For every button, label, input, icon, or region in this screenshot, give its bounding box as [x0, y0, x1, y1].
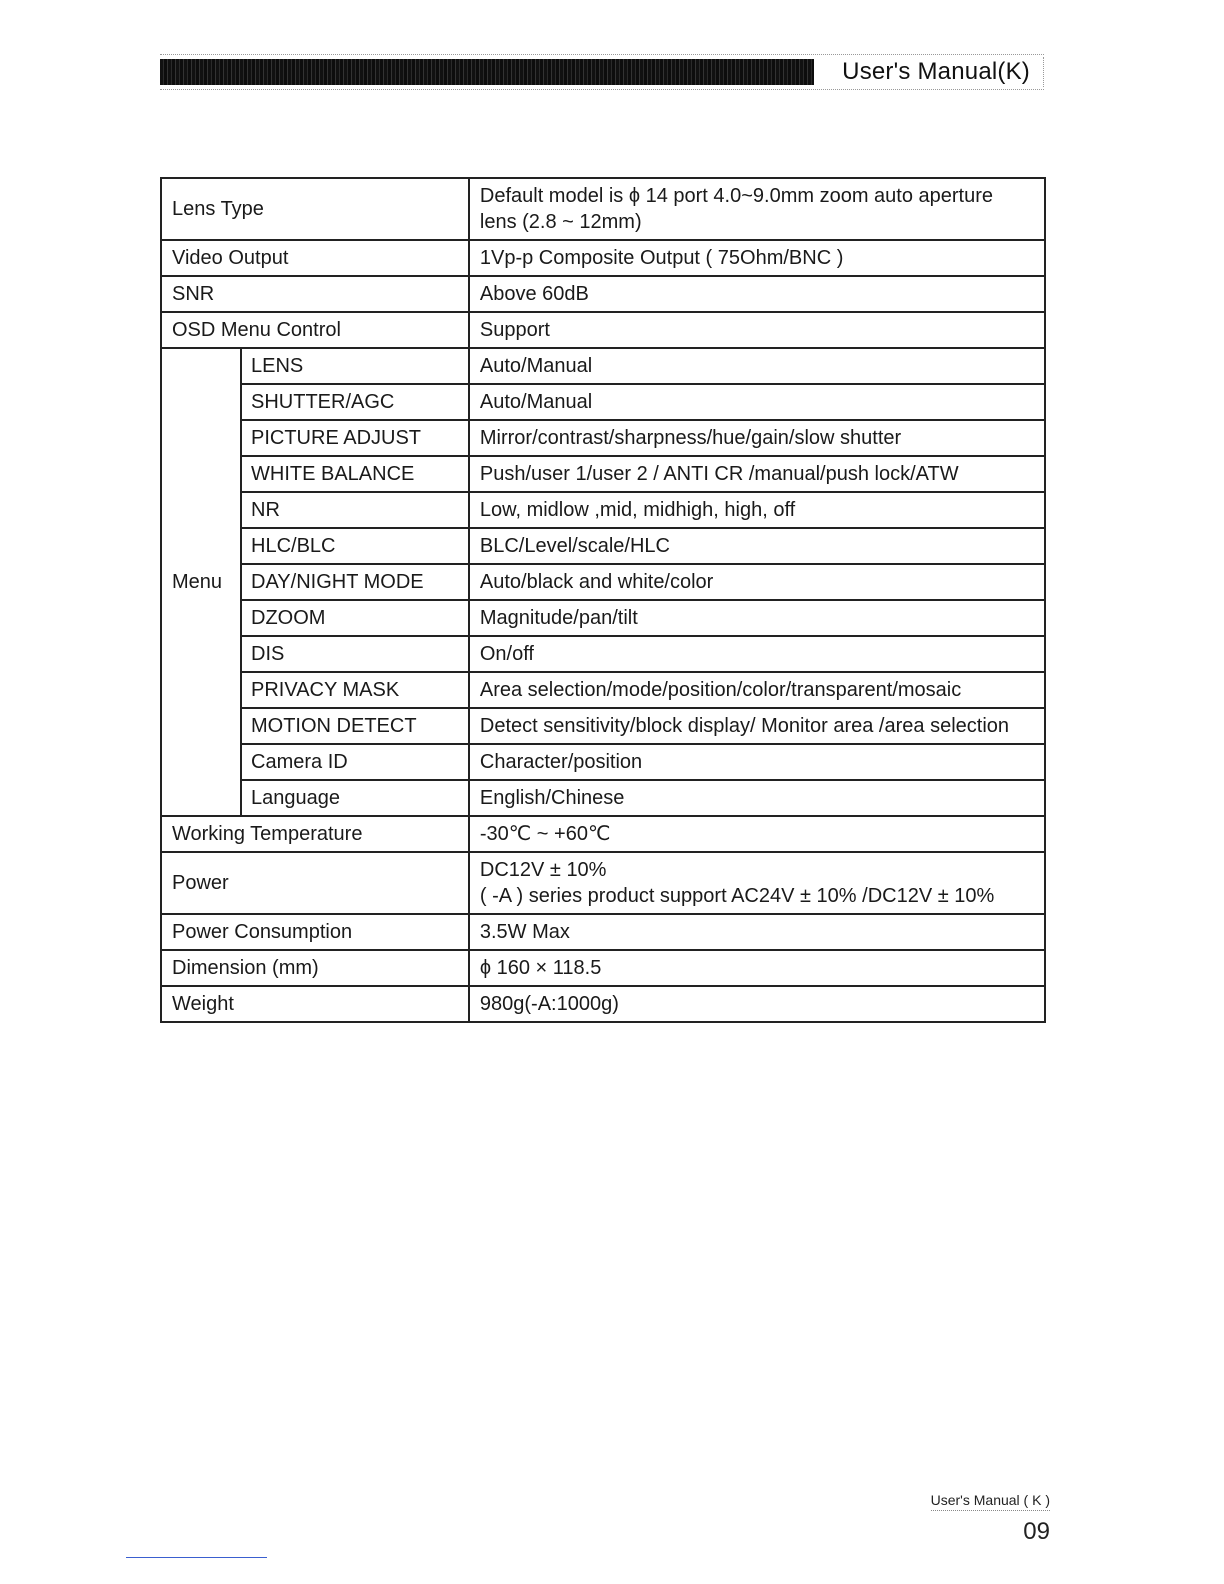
spec-value-line: DC12V ± 10%: [479, 859, 607, 881]
header-title: User's Manual(K): [842, 58, 1030, 85]
spec-row-menu-item: [161, 600, 1045, 636]
spec-value: ϕ 160 × 118.5: [469, 950, 1045, 986]
page-header: [160, 54, 1044, 90]
menu-item-name: Language: [241, 780, 469, 816]
menu-item-value: Auto/black and white/color: [469, 564, 1045, 600]
menu-item-name: WHITE BALANCE: [241, 456, 469, 492]
menu-item-value: Character/position: [469, 744, 1045, 780]
scan-edge-line: [126, 1557, 267, 1558]
menu-item-name: DZOOM: [241, 600, 469, 636]
menu-item-value: Magnitude/pan/tilt: [469, 600, 1045, 636]
menu-item-value: On/off: [469, 636, 1045, 672]
spec-label: Lens Type: [161, 178, 469, 240]
header-divider: [1043, 57, 1044, 87]
spec-value-line: Default model is ϕ 14 port 4.0~9.0mm zoom auto aperture: [479, 185, 994, 207]
spec-row-lens-type: [161, 178, 1045, 240]
spec-value: Above 60dB: [469, 276, 1045, 312]
spec-row-weight: [161, 986, 1045, 1022]
spec-row-menu-item: [161, 672, 1045, 708]
spec-label: Power: [161, 852, 469, 914]
menu-item-value: Mirror/contrast/sharpness/hue/gain/slow shutter: [469, 420, 1045, 456]
spec-label: Weight: [161, 986, 469, 1022]
spec-label: Video Output: [161, 240, 469, 276]
menu-item-name: Camera ID: [241, 744, 469, 780]
menu-item-name: HLC/BLC: [241, 528, 469, 564]
footer-manual-label: User's Manual ( K ): [931, 1492, 1050, 1511]
spec-value-line: lens (2.8 ~ 12mm): [479, 211, 642, 233]
spec-row-menu-item: [161, 708, 1045, 744]
spec-value: -30℃ ~ +60℃: [469, 816, 1045, 852]
menu-group-label: Menu: [161, 348, 241, 816]
menu-item-value: Detect sensitivity/block display/ Monitor area /area selection: [469, 708, 1045, 744]
menu-item-name: PRIVACY MASK: [241, 672, 469, 708]
spec-row-menu-item: [161, 744, 1045, 780]
spec-label: Working Temperature: [161, 816, 469, 852]
spec-value: 3.5W Max: [469, 914, 1045, 950]
spec-row-osd: [161, 312, 1045, 348]
menu-item-value: Push/user 1/user 2 / ANTI CR /manual/push lock/ATW: [469, 456, 1045, 492]
spec-row-menu-item: [161, 780, 1045, 816]
menu-item-value: BLC/Level/scale/HLC: [469, 528, 1045, 564]
spec-row-menu-item: [161, 636, 1045, 672]
spec-value: Support: [469, 312, 1045, 348]
spec-value: [469, 852, 1045, 914]
menu-item-value: Auto/Manual: [469, 348, 1045, 384]
menu-item-name: LENS: [241, 348, 469, 384]
menu-item-value: Low, midlow ,mid, midhigh, high, off: [469, 492, 1045, 528]
spec-row-power: [161, 852, 1045, 914]
spec-value: 980g(-A:1000g): [469, 986, 1045, 1022]
spec-label: OSD Menu Control: [161, 312, 469, 348]
spec-row-working-temperature: [161, 816, 1045, 852]
menu-item-value: Area selection/mode/position/color/transparent/mosaic: [469, 672, 1045, 708]
spec-row-power-consumption: [161, 914, 1045, 950]
spec-label: Dimension (mm): [161, 950, 469, 986]
menu-item-name: PICTURE ADJUST: [241, 420, 469, 456]
spec-value: 1Vp-p Composite Output ( 75Ohm/BNC ): [469, 240, 1045, 276]
spec-row-snr: [161, 276, 1045, 312]
menu-item-name: SHUTTER/AGC: [241, 384, 469, 420]
spec-row-menu-item: [161, 348, 1045, 384]
menu-item-name: MOTION DETECT: [241, 708, 469, 744]
spec-row-video-output: [161, 240, 1045, 276]
menu-item-value: Auto/Manual: [469, 384, 1045, 420]
menu-item-name: NR: [241, 492, 469, 528]
spec-row-menu-item: [161, 528, 1045, 564]
spec-label: Power Consumption: [161, 914, 469, 950]
page-number: 09: [1023, 1518, 1050, 1545]
spec-value-line: ( -A ) series product support AC24V ± 10% /DC12V ± 10%: [479, 885, 995, 907]
spec-label: SNR: [161, 276, 469, 312]
spec-value: [469, 178, 1045, 240]
header-decorative-bar: [160, 59, 814, 85]
spec-row-dimension: [161, 950, 1045, 986]
spec-row-menu-item: [161, 420, 1045, 456]
menu-item-value: English/Chinese: [469, 780, 1045, 816]
spec-row-menu-item: [161, 384, 1045, 420]
spec-row-menu-item: [161, 492, 1045, 528]
menu-item-name: DIS: [241, 636, 469, 672]
specifications-table: [160, 177, 1046, 1023]
menu-item-name: DAY/NIGHT MODE: [241, 564, 469, 600]
spec-row-menu-item: [161, 564, 1045, 600]
spec-row-menu-item: [161, 456, 1045, 492]
